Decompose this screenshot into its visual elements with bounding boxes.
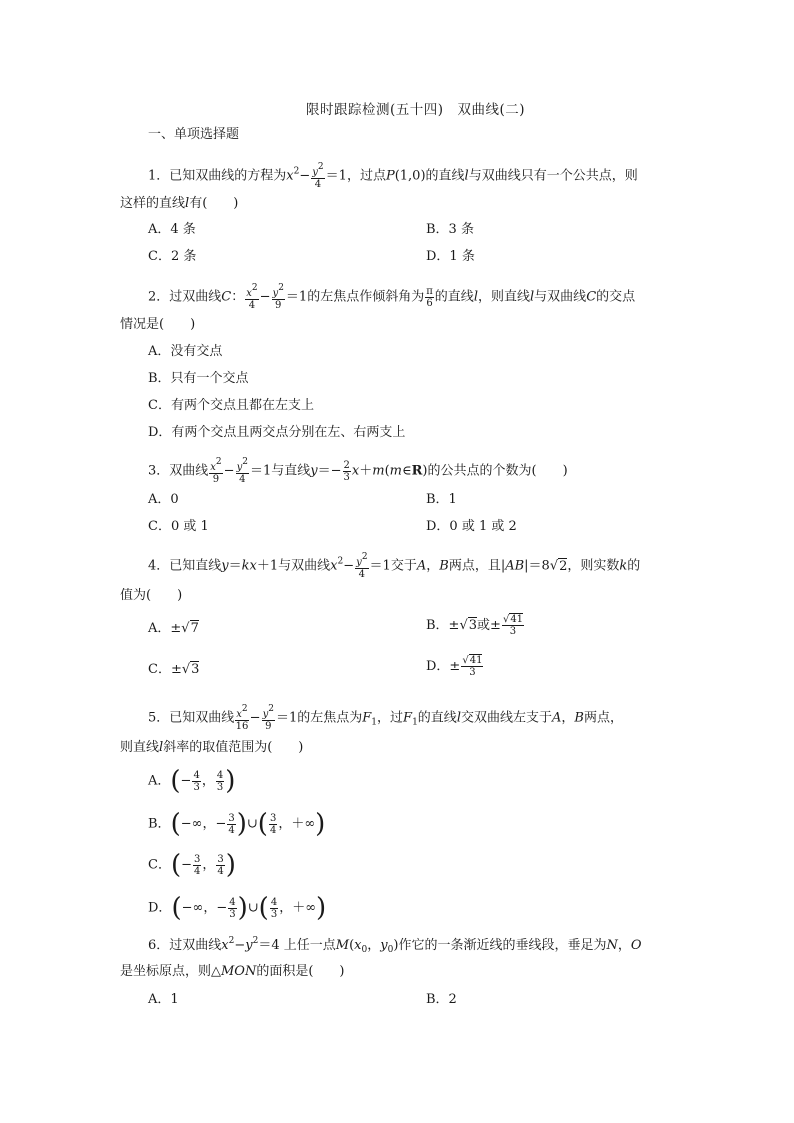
question-5-option-a: A．(− $\frac{4}{3}$ ， $\frac{4}{3}$ ) (148, 766, 236, 796)
question-3-line-1: 3．双曲线 $\frac{x2}{9}$ − $\frac{y2}{4}$ ＝1与直线y＝− $\frac{2}{3}$ x＋m(m∈R)的公共点的个数为( ) (148, 457, 568, 485)
section-heading: 一、单项选择题 (148, 127, 240, 142)
question-1-option-b: B．3 条 (426, 222, 474, 237)
question-4-line-2: 值为( ) (120, 588, 183, 603)
question-1-line-2: 这样的直线l有( ) (120, 196, 239, 211)
question-5-line-1: 5．已知双曲线 $\frac{x2}{16}$ − $\frac{y2}{9}$ ＝1的左焦点为$F_1$，过$F_1$的直线l交双曲线左支于A，B两点， (148, 704, 623, 732)
question-1-option-a: A．4 条 (148, 222, 196, 237)
question-2-line-2: 情况是( ) (120, 317, 196, 332)
question-3-option-b: B．1 (426, 492, 457, 507)
question-2-option-b: B．只有一个交点 (148, 371, 249, 386)
question-4-option-c: C．±√3 (148, 662, 200, 677)
question-4-line-1: 4．已知直线y＝kx＋1与双曲线$x^2-$ $\frac{y2}{4}$ ＝1交于A，B两点，且|AB|＝8√2，则实数k的 (148, 552, 641, 580)
question-2-option-c: C．有两个交点且都在左支上 (148, 398, 314, 413)
question-5-option-b: B．(−∞，− $\frac{3}{4}$ )∪( $\frac{3}{4}$ ，＋∞) (148, 809, 326, 839)
question-4-option-a: A．±√7 (148, 621, 199, 636)
question-3-option-d: D．0 或 1 或 2 (426, 519, 517, 534)
question-5-line-2: 则直线l斜率的取值范围为( ) (120, 740, 304, 755)
question-3-option-c: C．0 或 1 (148, 519, 209, 534)
question-1-option-d: D．1 条 (426, 249, 475, 264)
question-6-option-b: B．2 (426, 992, 457, 1007)
question-2-option-a: A．没有交点 (148, 344, 223, 359)
question-2-option-d: D．有两个交点且两交点分别在左、右两支上 (148, 425, 406, 440)
question-6-option-a: A．1 (148, 992, 179, 1007)
question-1-line-1: 1．已知双曲线的方程为$x^2-$ $\frac{y2}{4}$ ＝1，过点P(1,0)的直线l与双曲线只有一个公共点，则 (148, 162, 638, 190)
question-4-option-d: D．± $\frac{√41}{3}$ (426, 655, 483, 678)
question-3-option-a: A．0 (148, 492, 179, 507)
question-4-option-b: B．±√3或± $\frac{√41}{3}$ (426, 614, 524, 637)
question-6-line-1: 6．过双曲线$x^2-y^2=4$ 上任一点$M(x_0$，$y_0$)作它的一条渐近线的垂线段，垂足为N，O (148, 936, 642, 955)
question-6-line-2: 是坐标原点，则△MON的面积是( ) (120, 964, 345, 979)
question-2-line-1: 2．过双曲线C： $\frac{x2}{4}$ − $\frac{y2}{9}$ ＝1的左焦点作倾斜角为 $\frac{\pi}{6}$ 的直线l，则直线l与双曲线C的交点 (148, 283, 636, 311)
page-title: 限时跟踪检测(五十四) 双曲线(二) (306, 102, 526, 118)
question-5-option-d: D．(−∞，− $\frac{4}{3}$ )∪( $\frac{4}{3}$ ，＋∞) (148, 893, 327, 923)
question-1-option-c: C．2 条 (148, 249, 197, 264)
question-5-option-c: C．(− $\frac{3}{4}$ ， $\frac{3}{4}$ ) (148, 850, 236, 880)
